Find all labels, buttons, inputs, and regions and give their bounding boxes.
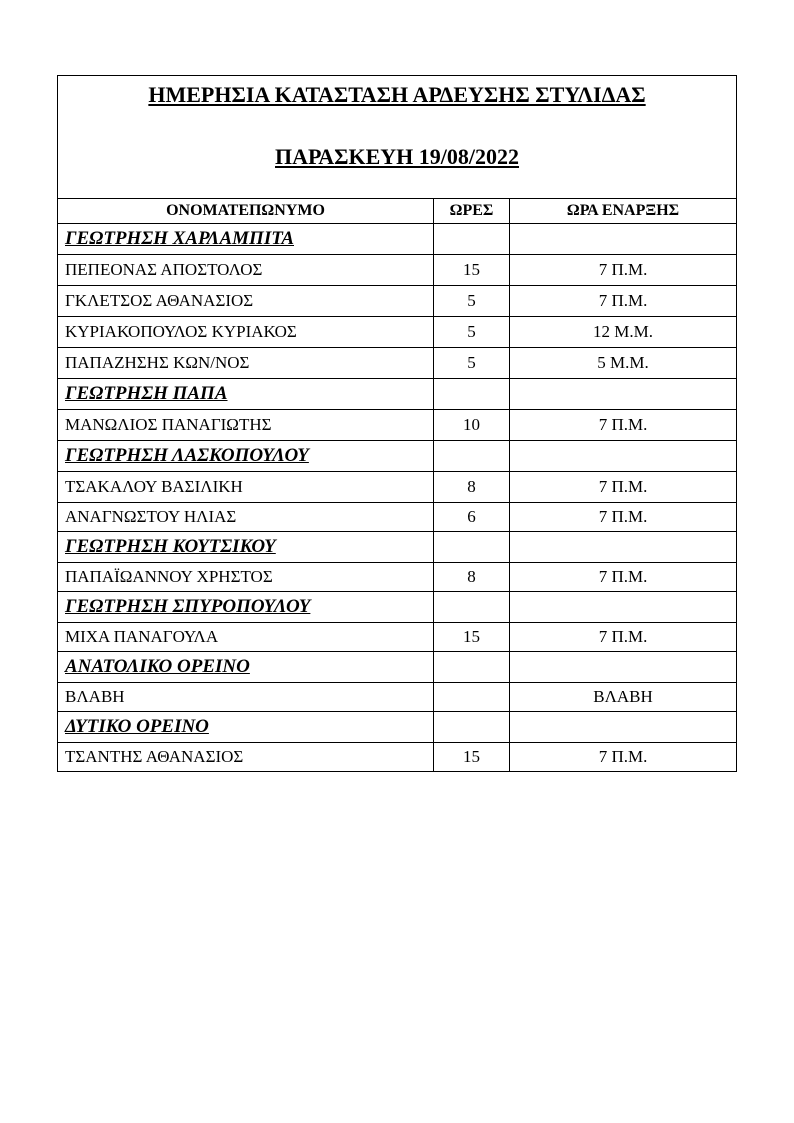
- section-title: ΓΕΩΤΡΗΣΗ ΛΑΣΚΟΠΟΥΛΟΥ: [58, 441, 434, 472]
- table-row: [58, 623, 737, 652]
- section-row: [58, 532, 737, 563]
- section-row: [58, 712, 737, 743]
- operator-name: ΠΑΠΑΪΩΑΝΝΟΥ ΧΡΗΣΤΟΣ: [58, 563, 434, 592]
- start-time-cell: 7 Π.Μ.: [510, 472, 737, 503]
- hours-cell: 6: [434, 503, 510, 532]
- table-row: [58, 563, 737, 592]
- section-row: [58, 652, 737, 683]
- start-time-cell: 7 Π.Μ.: [510, 743, 737, 772]
- irrigation-report: [57, 75, 736, 772]
- table-row: [58, 255, 737, 286]
- table-row: [58, 286, 737, 317]
- operator-name: ΤΣΑΚΑΛΟΥ ΒΑΣΙΛΙΚΗ: [58, 472, 434, 503]
- hours-cell: 15: [434, 255, 510, 286]
- table-row: [58, 503, 737, 532]
- table-row: [58, 317, 737, 348]
- hours-cell: 5: [434, 317, 510, 348]
- operator-name: ΚΥΡΙΑΚΟΠΟΥΛΟΣ ΚΥΡΙΑΚΟΣ: [58, 317, 434, 348]
- hours-cell: 15: [434, 743, 510, 772]
- header-hours: ΩΡΕΣ: [434, 199, 510, 224]
- header-name: ΟΝΟΜΑΤΕΠΩΝΥΜΟ: [58, 199, 434, 224]
- header-start-time: ΩΡΑ ΕΝΑΡΞΗΣ: [510, 199, 737, 224]
- hours-cell: 5: [434, 348, 510, 379]
- report-title: ΗΜΕΡΗΣΙΑ ΚΑΤΑΣΤΑΣΗ ΑΡΔΕΥΣΗΣ ΣΤΥΛΙΔΑΣ: [148, 82, 646, 107]
- hours-cell: 8: [434, 472, 510, 503]
- hours-cell: [434, 683, 510, 712]
- table-row: [58, 683, 737, 712]
- operator-name: ΓΚΛΕΤΣΟΣ ΑΘΑΝΑΣΙΟΣ: [58, 286, 434, 317]
- header-row: [58, 199, 737, 224]
- section-row: [58, 592, 737, 623]
- table-row: [58, 743, 737, 772]
- irrigation-table: [57, 75, 737, 772]
- operator-name: ΜΑΝΩΛΙΟΣ ΠΑΝΑΓΙΩΤΗΣ: [58, 410, 434, 441]
- section-title: ΑΝΑΤΟΛΙΚΟ ΟΡΕΙΝΟ: [58, 652, 434, 683]
- operator-name: ΠΕΠΕΟΝΑΣ ΑΠΟΣΤΟΛΟΣ: [58, 255, 434, 286]
- table-row: [58, 472, 737, 503]
- section-title: ΓΕΩΤΡΗΣΗ ΣΠΥΡΟΠΟΥΛΟΥ: [58, 592, 434, 623]
- section-title: ΓΕΩΤΡΗΣΗ ΚΟΥΤΣΙΚΟΥ: [58, 532, 434, 563]
- start-time-cell: 7 Π.Μ.: [510, 410, 737, 441]
- start-time-cell: 7 Π.Μ.: [510, 286, 737, 317]
- table-row: [58, 410, 737, 441]
- start-time-cell: 7 Π.Μ.: [510, 623, 737, 652]
- table-row: [58, 348, 737, 379]
- section-row: [58, 441, 737, 472]
- operator-name: ΒΛΑΒΗ: [58, 683, 434, 712]
- start-time-cell: 12 Μ.Μ.: [510, 317, 737, 348]
- start-time-cell: ΒΛΑΒΗ: [510, 683, 737, 712]
- start-time-cell: 7 Π.Μ.: [510, 255, 737, 286]
- hours-cell: 5: [434, 286, 510, 317]
- section-row: [58, 379, 737, 410]
- operator-name: ΤΣΑΝΤΗΣ ΑΘΑΝΑΣΙΟΣ: [58, 743, 434, 772]
- section-title: ΓΕΩΤΡΗΣΗ ΠΑΠΑ: [58, 379, 434, 410]
- operator-name: ΑΝΑΓΝΩΣΤΟΥ ΗΛΙΑΣ: [58, 503, 434, 532]
- hours-cell: 10: [434, 410, 510, 441]
- start-time-cell: 7 Π.Μ.: [510, 563, 737, 592]
- operator-name: ΜΙΧΑ ΠΑΝΑΓΟΥΛΑ: [58, 623, 434, 652]
- hours-cell: 15: [434, 623, 510, 652]
- start-time-cell: 7 Π.Μ.: [510, 503, 737, 532]
- hours-cell: 8: [434, 563, 510, 592]
- operator-name: ΠΑΠΑΖΗΣΗΣ ΚΩΝ/ΝΟΣ: [58, 348, 434, 379]
- title-block: [58, 76, 737, 199]
- section-title: ΓΕΩΤΡΗΣΗ ΧΑΡΛΑΜΠΙΤΑ: [58, 224, 434, 255]
- start-time-cell: 5 Μ.Μ.: [510, 348, 737, 379]
- report-date: ΠΑΡΑΣΚΕΥΗ 19/08/2022: [275, 144, 520, 169]
- section-row: [58, 224, 737, 255]
- section-title: ΔΥΤΙΚΟ ΟΡΕΙΝΟ: [58, 712, 434, 743]
